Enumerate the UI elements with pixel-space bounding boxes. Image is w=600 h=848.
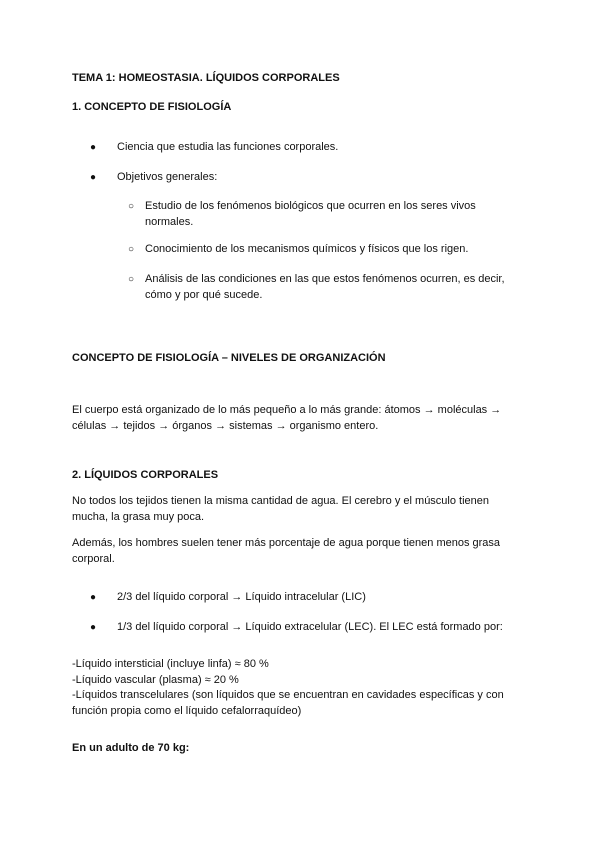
list-item-text: Ciencia que estudia las funciones corporales. <box>117 141 339 153</box>
sub-list-item <box>128 272 528 303</box>
bullet-filled-icon: ● <box>90 622 97 633</box>
sub-list-item-text: Análisis de las condiciones en las que estos fenómenos ocurren, es decir, cómo y por qué sucede. <box>145 273 505 301</box>
levels-heading: CONCEPTO DE FISIOLOGÍA – NIVELES DE ORGANIZACIÓN <box>72 352 386 364</box>
lec-line: -Líquido vascular (plasma) ≈ 20 % <box>72 673 239 686</box>
sub-list-item <box>128 242 528 258</box>
bullet-hollow-icon: ○ <box>128 244 135 255</box>
list-item <box>90 620 540 636</box>
section1-heading: 1. CONCEPTO DE FISIOLOGÍA <box>72 101 232 113</box>
sub-list-item <box>128 199 508 230</box>
list-item-text: Objetivos generales: <box>117 171 218 183</box>
sub-list-item-text: Conocimiento de los mecanismos químicos y físicos que los rigen. <box>145 243 469 255</box>
sub-list-item-text: Estudio de los fenómenos biológicos que ocurren en los seres vivos normales. <box>145 200 476 228</box>
levels-paragraph: El cuerpo está organizado de lo más pequeño a lo más grande: átomos → moléculas → células → tejidos → órganos → sistemas → organismo entero. <box>72 404 502 432</box>
bullet-hollow-icon: ○ <box>128 201 135 212</box>
bullet-filled-icon: ● <box>90 172 97 183</box>
section2-heading: 2. LÍQUIDOS CORPORALES <box>72 469 219 481</box>
bullet-filled-icon: ● <box>90 592 97 603</box>
lec-components <box>72 657 532 719</box>
section2-paragraph: Además, los hombres suelen tener más porcentaje de agua porque tienen menos grasa corporal. <box>72 537 501 565</box>
bullet-filled-icon: ● <box>90 142 97 153</box>
section2-paragraph: No todos los tejidos tienen la misma cantidad de agua. El cerebro y el músculo tienen mucha, la grasa muy poca. <box>72 495 490 523</box>
list-item-text: 1/3 del líquido corporal → Líquido extracelular (LEC). El LEC está formado por: <box>117 621 503 633</box>
lec-line: -Líquidos transcelulares (son líquidos que se encuentran en cavidades específicas y con función propia como el líquido cefalorraquídeo) <box>72 689 504 717</box>
list-item <box>90 590 530 606</box>
lec-line: -Líquido intersticial (incluye linfa) ≈ 80 % <box>72 658 269 670</box>
document-title: TEMA 1: HOMEOSTASIA. LÍQUIDOS CORPORALES <box>72 72 340 84</box>
list-item <box>90 140 530 156</box>
list-item <box>90 170 530 186</box>
list-item-text: 2/3 del líquido corporal → Líquido intracelular (LIC) <box>117 591 366 603</box>
bullet-hollow-icon: ○ <box>128 274 135 285</box>
adult-heading: En un adulto de 70 kg: <box>72 742 190 754</box>
